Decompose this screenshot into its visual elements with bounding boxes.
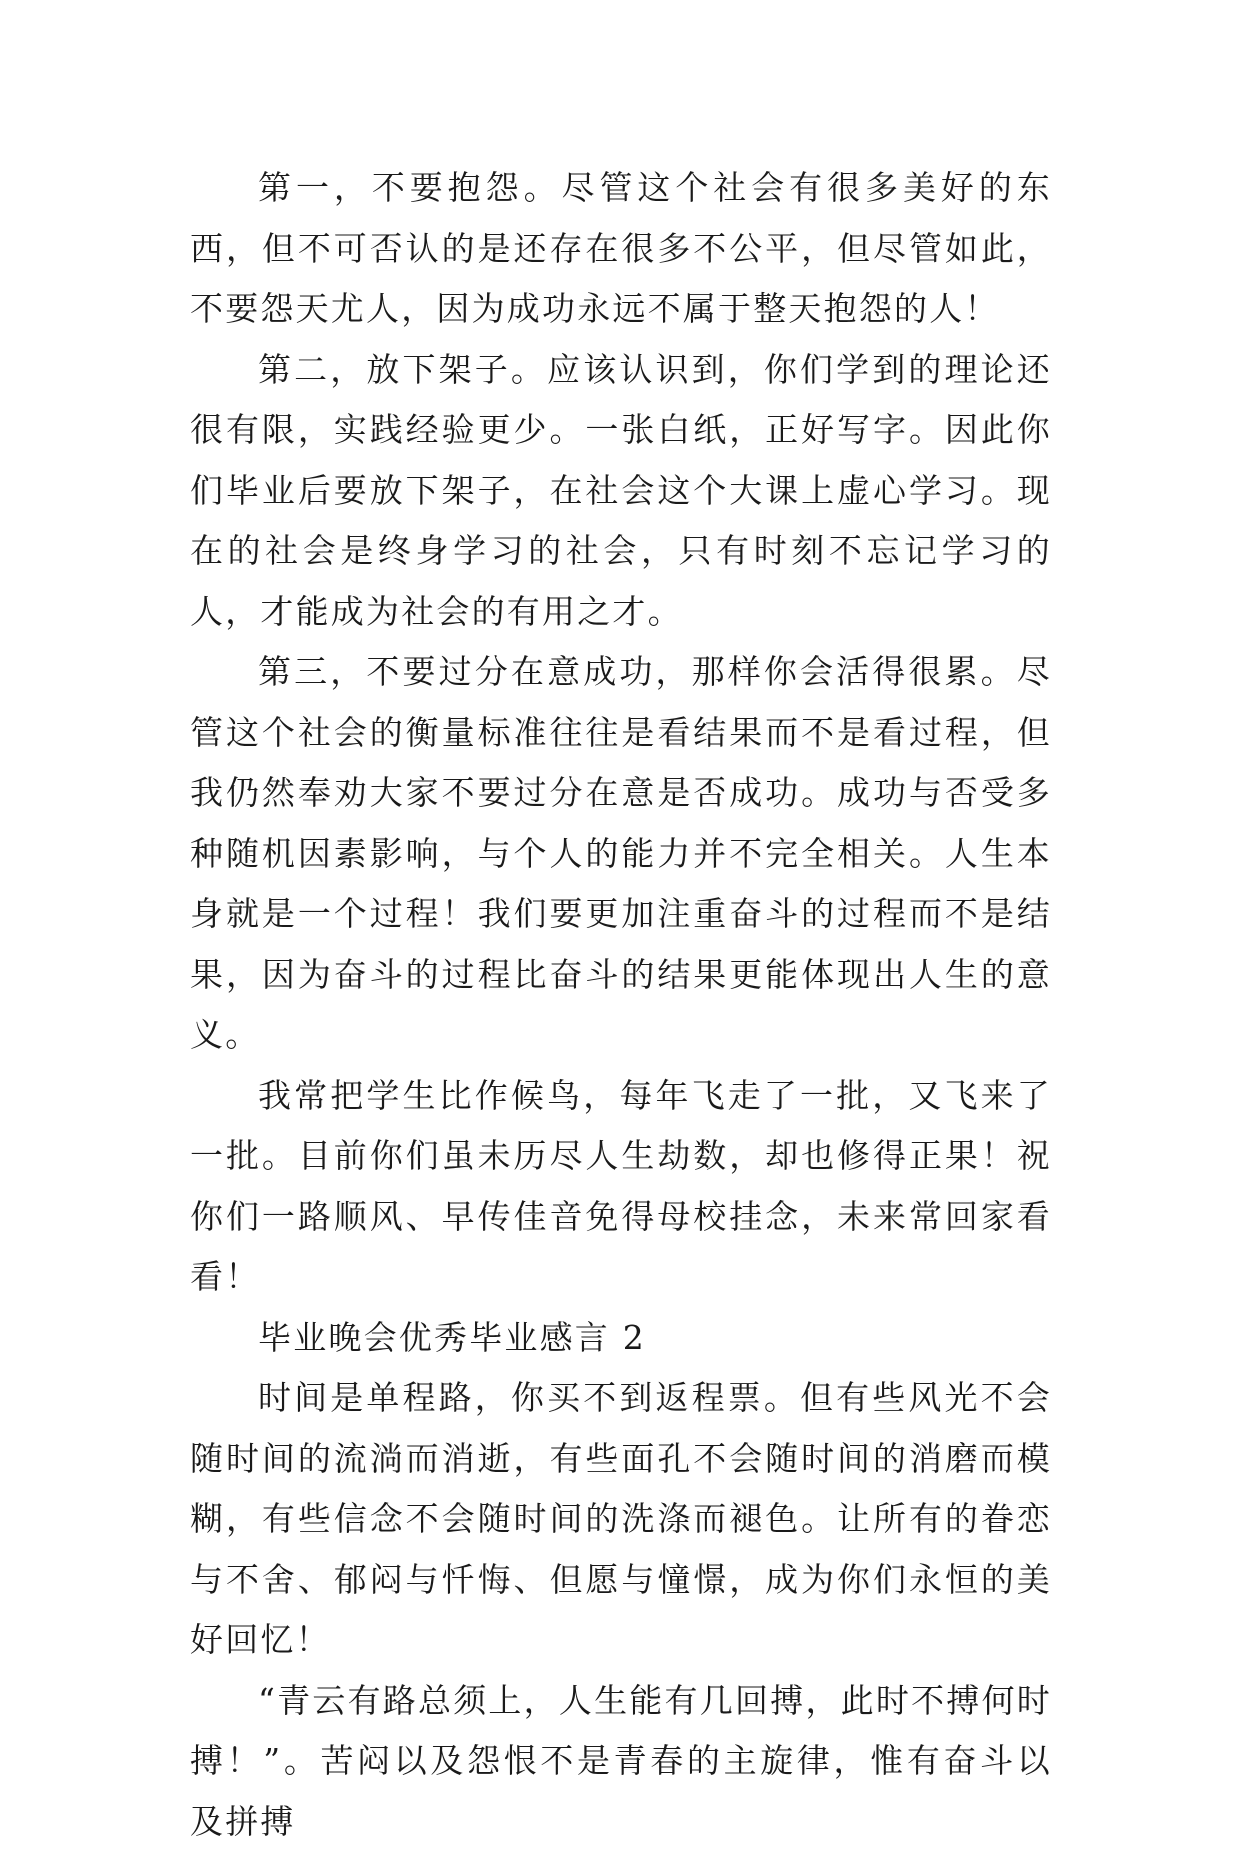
paragraph-third-success: 第三，不要过分在意成功，那样你会活得很累。尽管这个社会的衡量标准往往是看结果而不是看过程，但我仍然奉劝大家不要过分在意是否成功。成功与否受多种随机因素影响，与个人的能力并不完全相关。人生本身就是一个过程！我们要更加注重奋斗的过程而不是结果，因为奋斗的过程比奋斗的结果更能体现出人生的意义。 bbox=[190, 642, 1052, 1066]
section-heading: 毕业晚会优秀毕业感言 2 bbox=[190, 1308, 1052, 1369]
paragraph-quote-struggle: “青云有路总须上，人生能有几回搏，此时不搏何时搏！”。苦闷以及怨恨不是青春的主旋律，惟有奋斗以及拼搏 bbox=[190, 1671, 1052, 1852]
paragraph-migratory-birds: 我常把学生比作候鸟，每年飞走了一批，又飞来了一批。目前你们虽未历尽人生劫数，却也修得正果！祝你们一路顺风、早传佳音免得母校挂念，未来常回家看看！ bbox=[190, 1066, 1052, 1308]
document-body bbox=[190, 158, 1052, 1852]
paragraph-second-humility: 第二，放下架子。应该认识到，你们学到的理论还很有限，实践经验更少。一张白纸，正好写字。因此你们毕业后要放下架子，在社会这个大课上虚心学习。现在的社会是终身学习的社会，只有时刻不忘记学习的人，才能成为社会的有用之才。 bbox=[190, 340, 1052, 643]
paragraph-time-one-way: 时间是单程路，你买不到返程票。但有些风光不会随时间的流淌而消逝，有些面孔不会随时间的消磨而模糊，有些信念不会随时间的洗涤而褪色。让所有的眷恋与不舍、郁闷与忏悔、但愿与憧憬，成为你们永恒的美好回忆！ bbox=[190, 1368, 1052, 1671]
paragraph-first-no-complaining: 第一，不要抱怨。尽管这个社会有很多美好的东西，但不可否认的是还存在很多不公平，但尽管如此，不要怨天尤人，因为成功永远不属于整天抱怨的人！ bbox=[190, 158, 1052, 340]
